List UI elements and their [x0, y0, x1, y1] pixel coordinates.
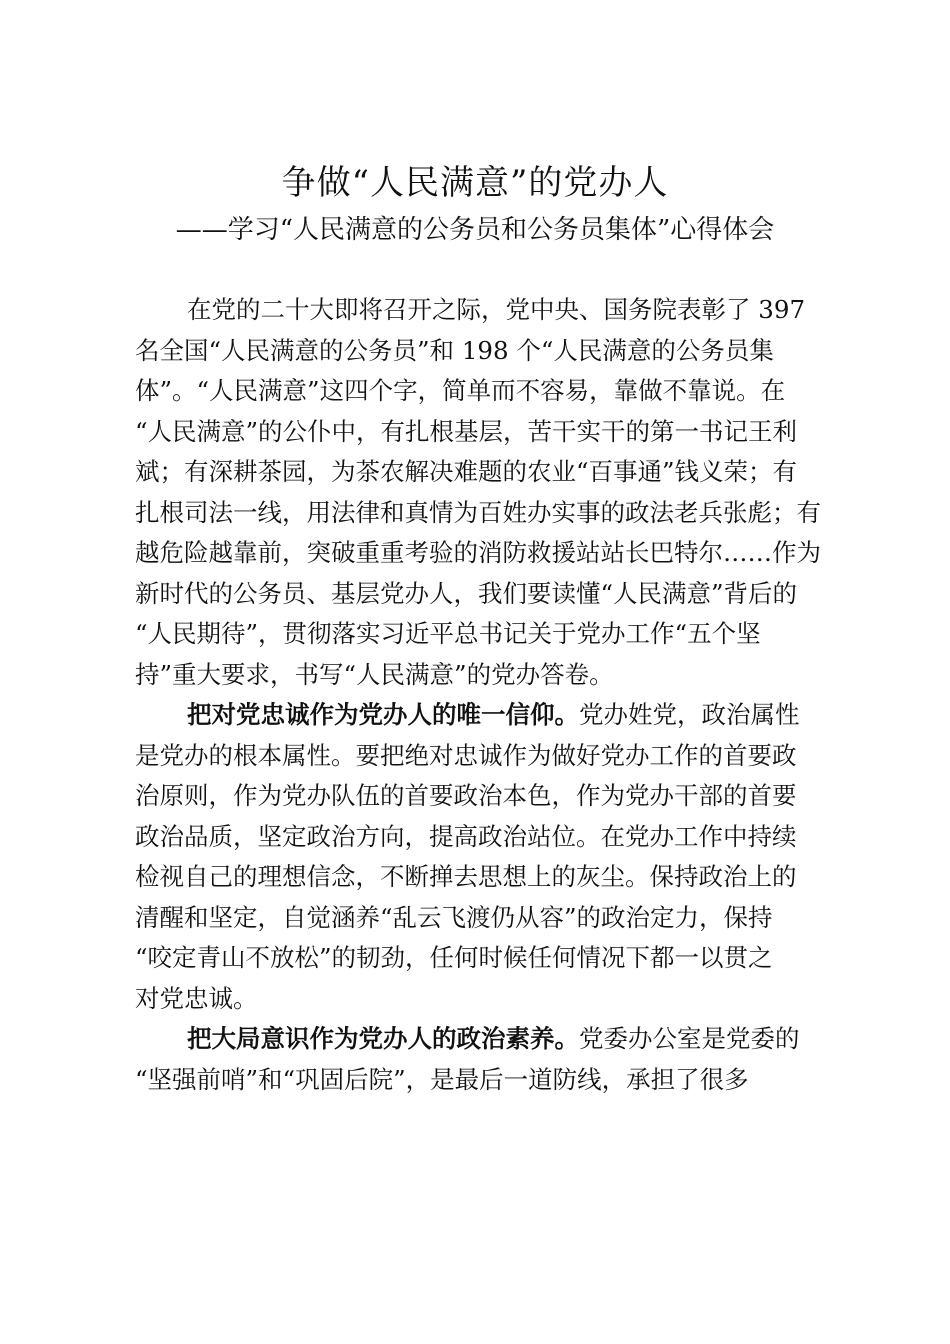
- paragraph-line: 持”重大要求，书写“人民满意”的党办答卷。: [135, 659, 614, 689]
- paragraph-first-line: [135, 695, 825, 736]
- paragraph-intro: [135, 290, 825, 695]
- paragraph-line: “坚强前哨”和“巩固后院”，是最后一道防线，承担了很多: [135, 1064, 749, 1094]
- section-heading: 把大局意识作为党办人的政治素养。: [187, 1024, 579, 1053]
- paragraph-line: 新时代的公务员、基层党办人，我们要读懂“人民满意”背后的: [135, 578, 798, 608]
- paragraph-line: 政治品质，坚定政治方向，提高政治站位。在党办工作中持续: [135, 821, 797, 851]
- paragraph-line: 清醒和坚定，自觉涵养“乱云飞渡仍从容”的政治定力，保持: [135, 902, 773, 932]
- paragraph-line: 检视自己的理想信念，不断掸去思想上的灰尘。保持政治上的: [135, 862, 797, 891]
- paragraph-line: 越危险越靠前，突破重重考验的消防救援站站长巴特尔……作为: [135, 538, 821, 567]
- paragraph-line: 斌；有深耕茶园，为茶农解决难题的农业“百事通”钱义荣；有: [135, 457, 798, 486]
- paragraph-overall-view: [135, 1019, 825, 1100]
- document-subtitle: ——学习“人民满意的公务员和公务员集体”心得体会: [175, 215, 775, 245]
- paragraph-loyalty: [135, 695, 825, 1019]
- paragraph-text: 党委办公室是党委的: [579, 1024, 800, 1053]
- paragraph-line: “人民期待”，贯彻落实习近平总书记关于党办工作“五个坚: [135, 619, 761, 648]
- paragraph-line: 体”。“人民满意”这四个字，简单而不容易，靠做不靠说。在: [135, 376, 786, 405]
- paragraph-line: 治原则，作为党办队伍的首要政治本色，作为党办干部的首要: [135, 781, 797, 810]
- document-title: 争做“人民满意”的党办人: [281, 163, 669, 203]
- paragraph-line: “人民满意”的公仆中，有扎根基层，苦干实干的第一书记王利: [135, 416, 798, 446]
- paragraph-text: 党办姓党，政治属性: [579, 700, 800, 729]
- section-heading: 把对党忠诚作为党办人的唯一信仰。: [187, 700, 579, 729]
- document-body: [135, 290, 825, 1100]
- paragraph-line: 名全国“人民满意的公务员”和 198 个“人民满意的公务员集: [135, 335, 774, 365]
- paragraph-line: “咬定青山不放松”的韧劲，任何时候任何情况下都一以贯之: [135, 943, 773, 972]
- paragraph-line: 是党办的根本属性。要把绝对忠诚作为做好党办工作的首要政: [135, 740, 797, 770]
- paragraph-first-line: [135, 1019, 825, 1060]
- paragraph-line: 在党的二十大即将召开之际，党中央、国务院表彰了 397: [187, 295, 806, 324]
- paragraph-line: 对党忠诚。: [135, 983, 258, 1013]
- paragraph-line: 扎根司法一线，用法律和真情为百姓办实事的政法老兵张彪；有: [135, 497, 821, 527]
